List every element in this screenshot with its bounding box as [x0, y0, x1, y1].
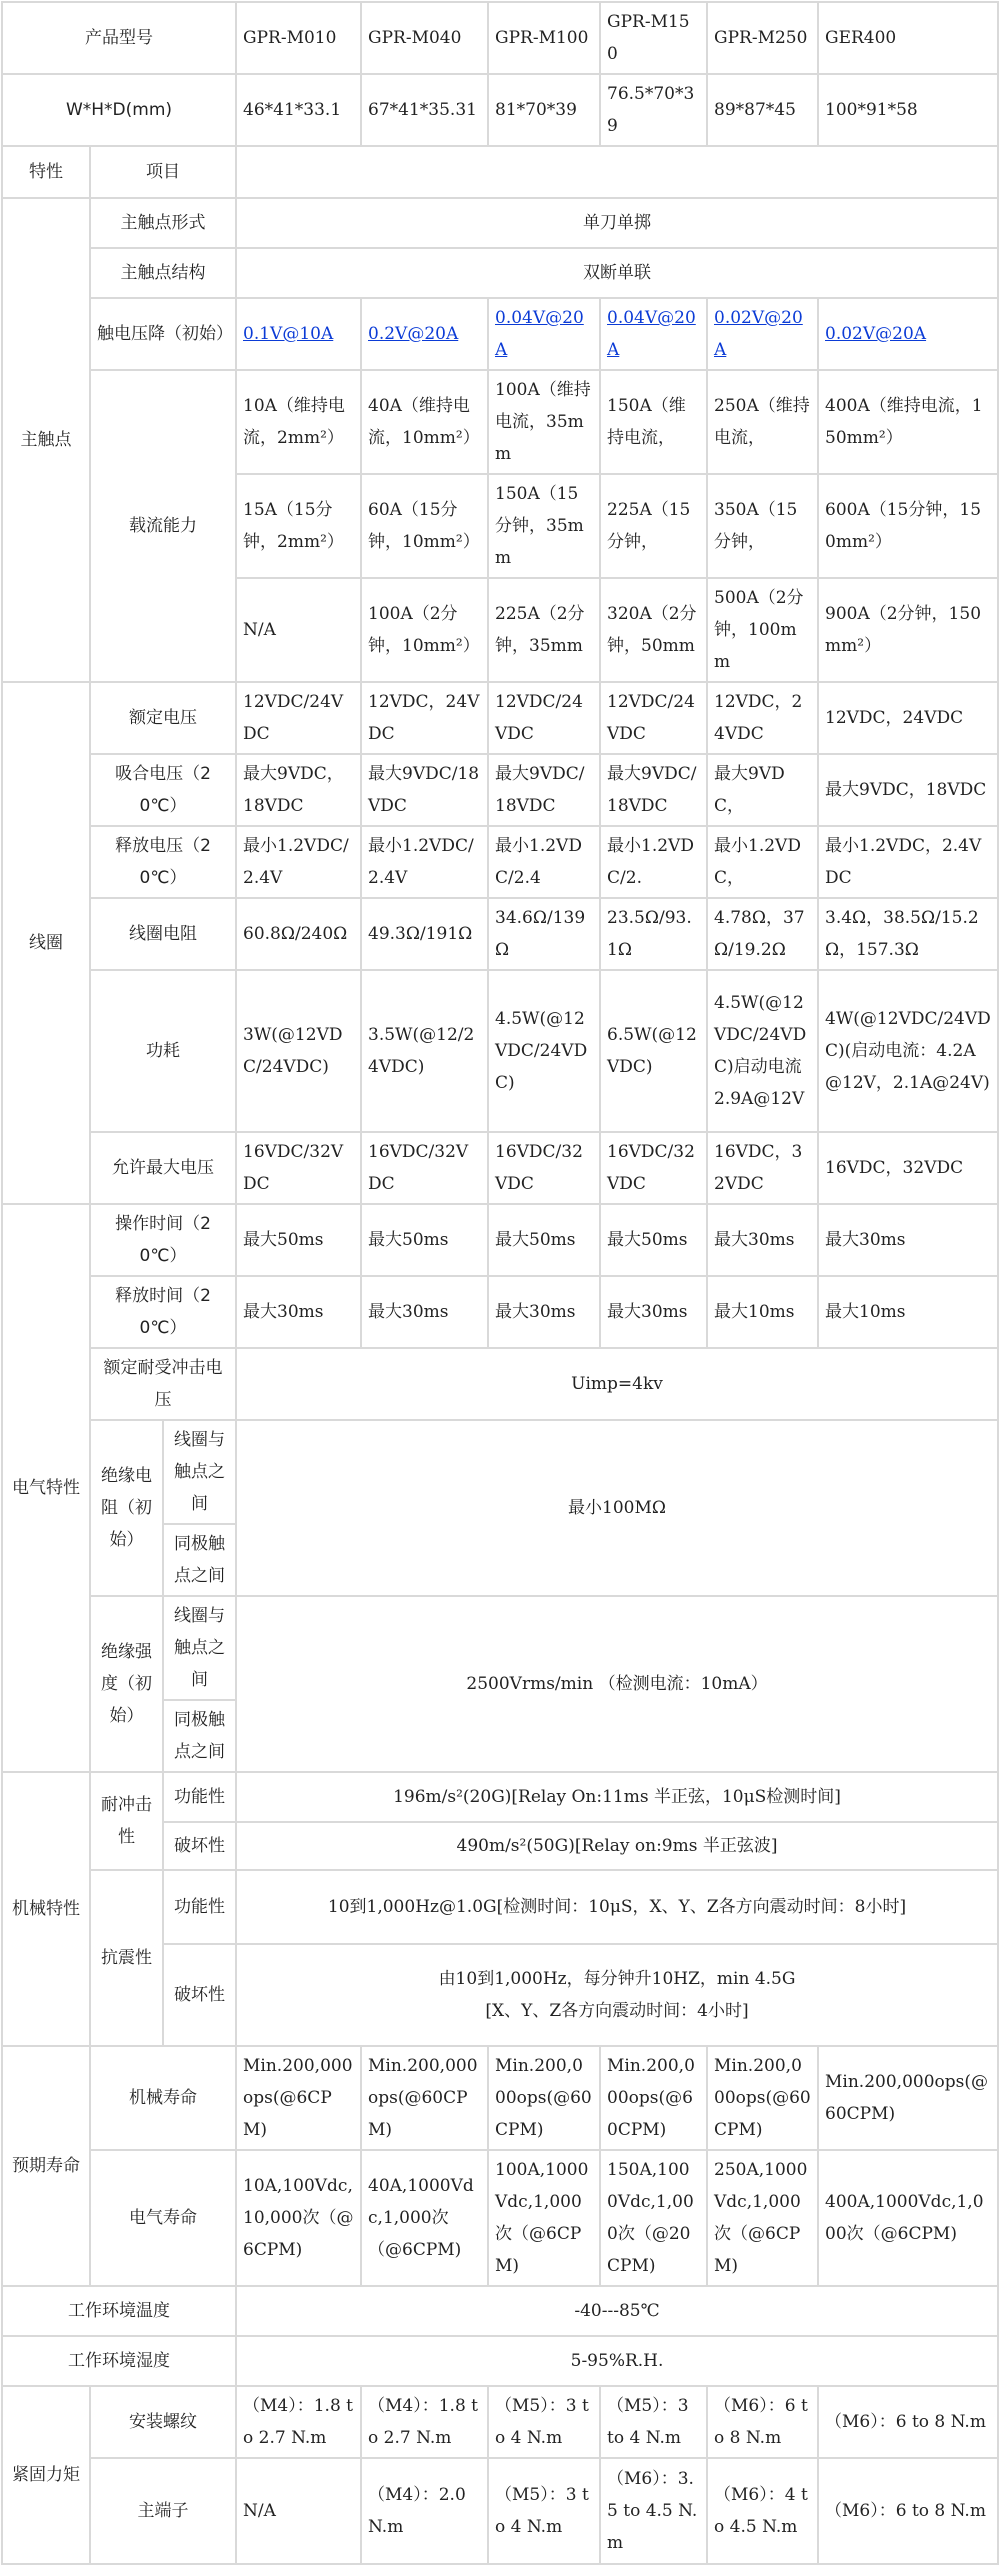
- mount-thread-cell: （M5）：3 to 4 N.m: [488, 2386, 600, 2458]
- destructive-label: 破坏性: [163, 1822, 236, 1870]
- electrical-category: 电气特性: [2, 1204, 90, 1772]
- mechanical-life-cell: Min.200,000ops(@60CPM): [600, 2046, 707, 2150]
- release-voltage-cell: 最小1.2VDC/2.: [600, 826, 707, 898]
- capacity-cell: 100A（维持电流，35mm: [488, 370, 600, 474]
- capacity-cell: 225A（2分钟，35mm: [488, 578, 600, 682]
- model-cell: GPR-M100: [488, 2, 600, 74]
- contact-form-row: [2, 198, 998, 248]
- model-row: [2, 2, 998, 74]
- vibration-functional-row: [2, 1870, 998, 1944]
- operate-time-cell: 最大50ms: [236, 1204, 361, 1276]
- max-voltage-cell: 16VDC/32VDC: [488, 1132, 600, 1204]
- rated-voltage-label: 额定电压: [90, 682, 236, 754]
- model-cell: GER400: [818, 2, 998, 74]
- electrical-life-cell: 150A,1000Vdc,1,000次（@20CPM): [600, 2150, 707, 2286]
- rated-voltage-cell: 12VDC/24VDC: [488, 682, 600, 754]
- capacity-cell: 320A（2分钟，50mm: [600, 578, 707, 682]
- pickup-row: [2, 754, 998, 826]
- pickup-cell: 最大9VDC/18VDC: [488, 754, 600, 826]
- mechanical-life-cell: Min.200,000ops(@60CPM): [488, 2046, 600, 2150]
- mechanical-life-label: 机械寿命: [90, 2046, 236, 2150]
- coil-resistance-cell: 49.3Ω/191Ω: [361, 898, 488, 970]
- vibration-functional-value: 10到1,000Hz@1.0G[检测时间：10μS，X、Y、Z各方向震动时间：8小时]: [236, 1870, 998, 1944]
- contact-structure-value: 双断单联: [236, 248, 998, 298]
- mechanical-life-cell: Min.200,000ops(@60CPM): [361, 2046, 488, 2150]
- capacity-cell: 100A（2分钟，10mm²）: [361, 578, 488, 682]
- operate-time-cell: 最大30ms: [707, 1204, 818, 1276]
- main-terminal-cell: （M4）：2.0 N.m: [361, 2458, 488, 2564]
- release-time-cell: 最大30ms: [488, 1276, 600, 1348]
- release-voltage-cell: 最小1.2VDC/2.4V: [361, 826, 488, 898]
- dims-cell: 46*41*33.1: [236, 74, 361, 146]
- capacity-row: [2, 370, 998, 474]
- mechanical-life-cell: Min.200,000ops(@60CPM): [818, 2046, 998, 2150]
- voltage-drop-label: 触电压降（初始）: [90, 298, 236, 370]
- functional-label: 功能性: [163, 1772, 236, 1822]
- humidity-label: 工作环境湿度: [2, 2336, 236, 2386]
- coil-contact-label: 线圈与触点之间: [163, 1596, 236, 1700]
- capacity-cell: 400A（维持电流，150mm²）: [818, 370, 998, 474]
- capacity-cell: 10A（维持电流，2mm²）: [236, 370, 361, 474]
- electrical-life-cell: 400A,1000Vdc,1,000次（@6CPM): [818, 2150, 998, 2286]
- rated-voltage-cell: 12VDC，24VDC: [818, 682, 998, 754]
- pickup-cell: 最大9VDC，18VDC: [818, 754, 998, 826]
- pickup-cell: 最大9VDC/18VDC: [361, 754, 488, 826]
- mount-thread-cell: （M6）：6 to 8 N.m: [818, 2386, 998, 2458]
- temp-row: [2, 2286, 998, 2336]
- contact-form-label: 主触点形式: [90, 198, 236, 248]
- max-voltage-cell: 16VDC/32VDC: [600, 1132, 707, 1204]
- release-voltage-label: 释放电压（20℃）: [90, 826, 236, 898]
- capacity-cell: 150A（维持电流，: [600, 370, 707, 474]
- shock-destructive-value: 490m/s²(50G)[Relay on:9ms 半正弦波]: [236, 1822, 998, 1870]
- release-time-cell: 最大30ms: [361, 1276, 488, 1348]
- vibration-destructive-line: 由10到1,000Hz，每分钟升10HZ，min 4.5G: [438, 1969, 796, 1989]
- contact-form-value: 单刀单掷: [236, 198, 998, 248]
- power-cell: 3.5W(@12/24VDC): [361, 970, 488, 1132]
- shock-functional-row: [2, 1772, 998, 1822]
- humidity-row: [2, 2336, 998, 2386]
- capacity-cell: N/A: [236, 578, 361, 682]
- main-terminal-row: [2, 2458, 998, 2564]
- electrical-life-row: [2, 2150, 998, 2286]
- mount-thread-label: 安装螺纹: [90, 2386, 236, 2458]
- capacity-cell: 900A（2分钟，150mm²）: [818, 578, 998, 682]
- capacity-cell: 600A（15分钟，150mm²）: [818, 474, 998, 578]
- coil-resistance-cell: 23.5Ω/93.1Ω: [600, 898, 707, 970]
- operate-time-label: 操作时间（20℃）: [90, 1204, 236, 1276]
- electrical-life-cell: 250A,1000Vdc,1,000次（@6CPM): [707, 2150, 818, 2286]
- torque-category: 紧固力矩: [2, 2386, 90, 2564]
- voltage-drop-link[interactable]: 0.02V@20A: [825, 324, 927, 344]
- dims-cell: 81*70*39: [488, 74, 600, 146]
- capacity-cell: 350A（15分钟，: [707, 474, 818, 578]
- voltage-drop-link[interactable]: 0.1V@10A: [243, 324, 334, 344]
- coil-resistance-cell: 4.78Ω，37Ω/19.2Ω: [707, 898, 818, 970]
- power-cell: 6.5W(@12VDC): [600, 970, 707, 1132]
- vibration-label: 抗震性: [90, 1870, 163, 2046]
- temp-label: 工作环境温度: [2, 2286, 236, 2336]
- dims-row: [2, 74, 998, 146]
- temp-value: -40---85℃: [236, 2286, 998, 2336]
- destructive-label: 破坏性: [163, 1944, 236, 2046]
- operate-time-cell: 最大50ms: [488, 1204, 600, 1276]
- property-header-row: [2, 146, 998, 198]
- mount-thread-cell: （M4）：1.8 to 2.7 N.m: [236, 2386, 361, 2458]
- mount-thread-cell: （M6）：6 to 8 N.m: [707, 2386, 818, 2458]
- capacity-cell: 60A（15分钟，10mm²）: [361, 474, 488, 578]
- voltage-drop-link[interactable]: 0.04V@20A: [495, 308, 584, 360]
- voltage-drop-cell: [707, 298, 818, 370]
- rated-voltage-row: [2, 682, 998, 754]
- mechanical-life-cell: Min.200,000ops(@60CPM): [707, 2046, 818, 2150]
- insulation-resistance-value: 最小100MΩ: [236, 1420, 998, 1596]
- release-time-cell: 最大30ms: [600, 1276, 707, 1348]
- capacity-cell: 150A（15分钟，35mm: [488, 474, 600, 578]
- operate-time-cell: 最大50ms: [600, 1204, 707, 1276]
- pickup-label: 吸合电压（20℃）: [90, 754, 236, 826]
- voltage-drop-row: [2, 298, 998, 370]
- power-label: 功耗: [90, 970, 236, 1132]
- functional-label: 功能性: [163, 1870, 236, 1944]
- humidity-value: 5-95%R.H.: [236, 2336, 998, 2386]
- voltage-drop-link[interactable]: 0.2V@20A: [368, 324, 459, 344]
- power-cell: 4W(@12VDC/24VDC)(启动电流：4.2A@12V，2.1A@24V): [818, 970, 998, 1132]
- vibration-destructive-line: [X、Y、Z各方向震动时间：4小时]: [485, 2001, 749, 2021]
- coil-resistance-label: 线圈电阻: [90, 898, 236, 970]
- capacity-cell: 250A（维持电流，: [707, 370, 818, 474]
- dielectric-row: [2, 1596, 998, 1700]
- same-pole-label: 同极触点之间: [163, 1700, 236, 1772]
- release-time-row: [2, 1276, 998, 1348]
- same-pole-label: 同极触点之间: [163, 1524, 236, 1596]
- voltage-drop-cell: [236, 298, 361, 370]
- rated-voltage-cell: 12VDC，24VDC: [361, 682, 488, 754]
- contact-structure-row: [2, 248, 998, 298]
- main-terminal-label: 主端子: [90, 2458, 236, 2564]
- electrical-life-cell: 10A,100Vdc,10,000次（@6CPM): [236, 2150, 361, 2286]
- voltage-drop-cell: [818, 298, 998, 370]
- release-time-cell: 最大10ms: [818, 1276, 998, 1348]
- operate-time-row: [2, 1204, 998, 1276]
- impulse-label: 额定耐受冲击电压: [90, 1348, 236, 1420]
- coil-resistance-cell: 60.8Ω/240Ω: [236, 898, 361, 970]
- max-voltage-cell: 16VDC，32VDC: [707, 1132, 818, 1204]
- main-contact-category: 主触点: [2, 198, 90, 682]
- electrical-life-cell: 40A,1000Vdc,1,000次（@6CPM): [361, 2150, 488, 2286]
- voltage-drop-cell: [361, 298, 488, 370]
- impulse-row: [2, 1348, 998, 1420]
- max-voltage-label: 允许最大电压: [90, 1132, 236, 1204]
- dielectric-label: 绝缘强度（初始）: [90, 1596, 163, 1772]
- dims-cell: 76.5*70*39: [600, 74, 707, 146]
- mount-thread-cell: （M4）：1.8 to 2.7 N.m: [361, 2386, 488, 2458]
- operate-time-cell: 最大30ms: [818, 1204, 998, 1276]
- power-cell: 4.5W(@12VDC/24VDC): [488, 970, 600, 1132]
- shock-functional-value: 196m/s²(20G)[Relay On:11ms 半正弦，10μS检测时间]: [236, 1772, 998, 1822]
- model-cell: GPR-M250: [707, 2, 818, 74]
- life-category: 预期寿命: [2, 2046, 90, 2286]
- pickup-cell: 最大9VDC，: [707, 754, 818, 826]
- voltage-drop-link[interactable]: 0.02V@20A: [714, 308, 803, 360]
- power-cell: 4.5W(@12VDC/24VDC)启动电流2.9A@12V: [707, 970, 818, 1132]
- max-voltage-row: [2, 1132, 998, 1204]
- max-voltage-cell: 16VDC/32VDC: [236, 1132, 361, 1204]
- power-row: [2, 970, 998, 1132]
- spec-table: [1, 1, 999, 2565]
- property-label: 特性: [2, 146, 90, 198]
- model-label: 产品型号: [2, 2, 236, 74]
- pickup-cell: 最大9VDC/18VDC: [600, 754, 707, 826]
- item-label: 项目: [90, 146, 236, 198]
- electrical-life-cell: 100A,1000Vdc,1,000次（@6CPM): [488, 2150, 600, 2286]
- max-voltage-cell: 16VDC/32VDC: [361, 1132, 488, 1204]
- main-terminal-cell: （M6）：6 to 8 N.m: [818, 2458, 998, 2564]
- capacity-cell: 500A（2分钟，100mm: [707, 578, 818, 682]
- release-voltage-cell: 最小1.2VDC/2.4V: [236, 826, 361, 898]
- voltage-drop-link[interactable]: 0.04V@20A: [607, 308, 696, 360]
- capacity-cell: 40A（维持电流，10mm²）: [361, 370, 488, 474]
- capacity-label: 载流能力: [90, 370, 236, 682]
- dims-cell: 100*91*58: [818, 74, 998, 146]
- main-terminal-cell: N/A: [236, 2458, 361, 2564]
- mechanical-category: 机械特性: [2, 1772, 90, 2046]
- coil-resistance-row: [2, 898, 998, 970]
- coil-resistance-cell: 34.6Ω/139Ω: [488, 898, 600, 970]
- operate-time-cell: 最大50ms: [361, 1204, 488, 1276]
- blank-cell: [236, 146, 998, 198]
- dielectric-value: 2500Vrms/min （检测电流：10mA）: [236, 1596, 998, 1772]
- model-cell: GPR-M150: [600, 2, 707, 74]
- impulse-value: Uimp=4kv: [236, 1348, 998, 1420]
- release-voltage-cell: 最小1.2VDC，2.4VDC: [818, 826, 998, 898]
- capacity-cell: 15A（15分钟，2mm²）: [236, 474, 361, 578]
- voltage-drop-cell: [600, 298, 707, 370]
- model-cell: GPR-M010: [236, 2, 361, 74]
- capacity-cell: 225A（15分钟，: [600, 474, 707, 578]
- release-voltage-cell: 最小1.2VDC/2.4: [488, 826, 600, 898]
- coil-contact-label: 线圈与触点之间: [163, 1420, 236, 1524]
- mount-thread-cell: （M5）：3 to 4 N.m: [600, 2386, 707, 2458]
- power-cell: 3W(@12VDC/24VDC): [236, 970, 361, 1132]
- dims-label: W*H*D(mm): [2, 74, 236, 146]
- main-terminal-cell: （M6）：4 to 4.5 N.m: [707, 2458, 818, 2564]
- release-time-cell: 最大10ms: [707, 1276, 818, 1348]
- rated-voltage-cell: 12VDC，24VDC: [707, 682, 818, 754]
- release-time-label: 释放时间（20℃）: [90, 1276, 236, 1348]
- coil-category: 线圈: [2, 682, 90, 1204]
- insulation-resistance-label: 绝缘电阻（初始）: [90, 1420, 163, 1596]
- shock-label: 耐冲击性: [90, 1772, 163, 1870]
- coil-resistance-cell: 3.4Ω，38.5Ω/15.2Ω，157.3Ω: [818, 898, 998, 970]
- dims-cell: 89*87*45: [707, 74, 818, 146]
- insulation-resistance-row: [2, 1420, 998, 1524]
- rated-voltage-cell: 12VDC/24VDC: [236, 682, 361, 754]
- model-cell: GPR-M040: [361, 2, 488, 74]
- electrical-life-label: 电气寿命: [90, 2150, 236, 2286]
- vibration-destructive-value: [236, 1944, 998, 2046]
- main-terminal-cell: （M6）：3.5 to 4.5 N.m: [600, 2458, 707, 2564]
- release-voltage-cell: 最小1.2VDC，: [707, 826, 818, 898]
- contact-structure-label: 主触点结构: [90, 248, 236, 298]
- mechanical-life-row: [2, 2046, 998, 2150]
- mount-thread-row: [2, 2386, 998, 2458]
- release-voltage-row: [2, 826, 998, 898]
- mechanical-life-cell: Min.200,000ops(@6CPM): [236, 2046, 361, 2150]
- voltage-drop-cell: [488, 298, 600, 370]
- pickup-cell: 最大9VDC，18VDC: [236, 754, 361, 826]
- dims-cell: 67*41*35.31: [361, 74, 488, 146]
- rated-voltage-cell: 12VDC/24VDC: [600, 682, 707, 754]
- max-voltage-cell: 16VDC，32VDC: [818, 1132, 998, 1204]
- main-terminal-cell: （M5）：3 to 4 N.m: [488, 2458, 600, 2564]
- release-time-cell: 最大30ms: [236, 1276, 361, 1348]
